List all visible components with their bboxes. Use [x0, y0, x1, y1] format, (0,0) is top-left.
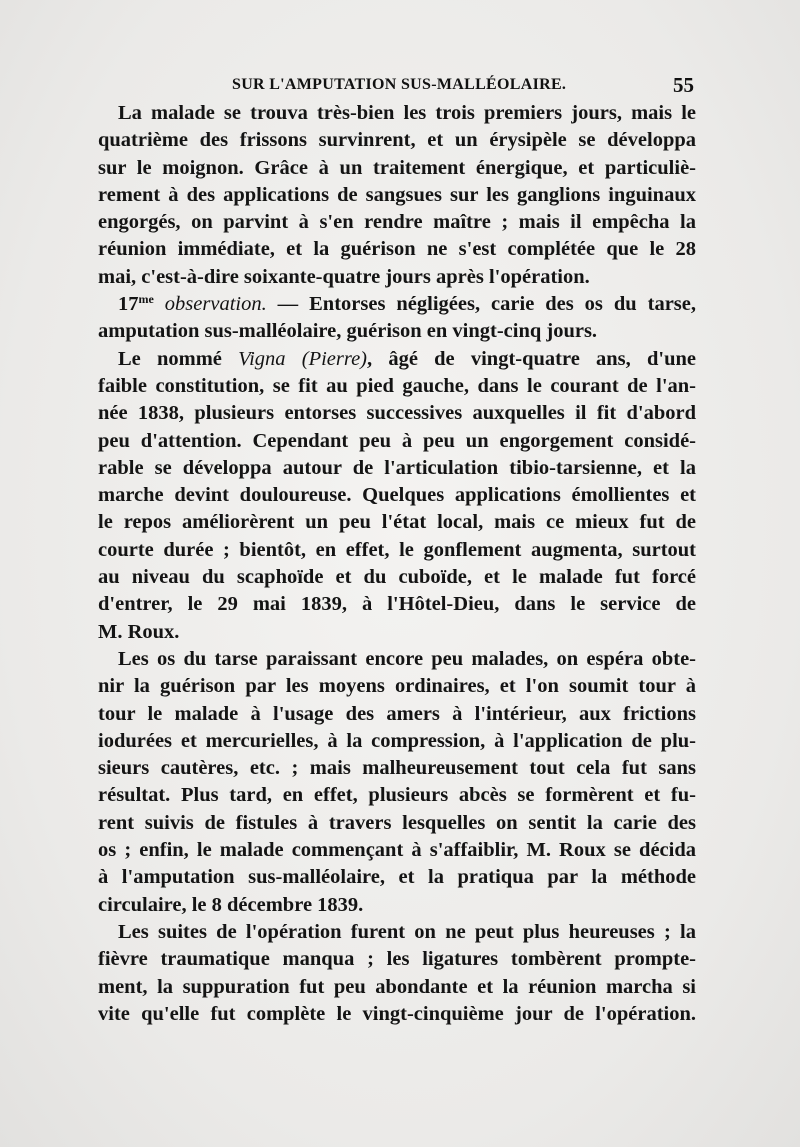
- text-line: [98, 291, 696, 318]
- text-segment: marche devint douloureuse. Quelques applications émollientes et: [98, 484, 696, 507]
- text-line: [98, 728, 696, 755]
- text-line: [98, 1001, 696, 1028]
- text-line: [98, 782, 696, 809]
- text-segment: M. Roux.: [98, 620, 180, 643]
- text-line: [98, 974, 696, 1001]
- text-segment: quatrième des frissons survinrent, et un érysipèle se développa: [98, 129, 696, 152]
- running-title: SUR L'AMPUTATION SUS-MALLÉOLAIRE.: [232, 76, 567, 93]
- text-segment: 17: [118, 293, 139, 316]
- text-segment: rable se développa autour de l'articulation tibio-tarsienne, et la: [98, 456, 696, 479]
- text-line: [98, 236, 696, 263]
- patient-name: Vigna (Pierre): [238, 347, 368, 370]
- text-segment: née 1838, plusieurs entorses successives auxquelles il fit d'abord: [98, 402, 696, 425]
- text-segment: sur le moignon. Grâce à un traitement énergique, et particuliè-: [98, 156, 696, 179]
- text-segment: — Entorses négligées, carie des os du tarse,: [266, 293, 697, 316]
- text-segment: ment, la suppuration fut peu abondante et la réunion marcha si: [98, 975, 696, 998]
- text-segment: tour le malade à l'usage des amers à l'intérieur, aux frictions: [98, 702, 696, 725]
- text-segment: engorgés, on parvint à s'en rendre maître ; mais il empêcha la: [98, 211, 696, 234]
- text-line: [98, 428, 696, 455]
- text-line: [98, 864, 696, 891]
- text-segment: d'entrer, le 29 mai 1839, à l'Hôtel-Dieu, dans le service de: [98, 593, 696, 616]
- text-line: [98, 373, 696, 400]
- text-line: [98, 837, 696, 864]
- text-line: [98, 455, 696, 482]
- text-segment: amputation sus-malléolaire, guérison en vingt-cinq jours.: [98, 320, 598, 343]
- text-line: [98, 591, 696, 618]
- text-segment: rent suivis de fistules à travers lesquelles on sentit la carie des: [98, 811, 696, 834]
- text-line: [98, 182, 696, 209]
- text-segment: rement à des applications de sangsues sur les ganglions inguinaux: [98, 183, 696, 206]
- text-line: [98, 619, 696, 646]
- text-line: [98, 537, 696, 564]
- text-line: [98, 264, 696, 291]
- text-segment: au niveau du scaphoïde et du cuboïde, et le malade fut forcé: [98, 566, 696, 589]
- text-segment: sieurs cautères, etc. ; mais malheureusement tout cela fut sans: [98, 757, 696, 780]
- text-segment: os ; enfin, le malade commençant à s'affaiblir, M. Roux se décida: [98, 839, 696, 862]
- text-segment: mai, c'est-à-dire soixante-quatre jours après l'opération.: [98, 265, 590, 288]
- text-line: [98, 318, 696, 345]
- text-segment: résultat. Plus tard, en effet, plusieurs abcès se formèrent et fu-: [98, 784, 696, 807]
- text-line: [98, 919, 696, 946]
- text-line: [98, 892, 696, 919]
- text-line: [98, 701, 696, 728]
- text-line: [98, 400, 696, 427]
- text-segment: courte durée ; bientôt, en effet, le gonflement augmenta, surtout: [98, 538, 696, 561]
- text-segment: réunion immédiate, et la guérison ne s'est complétée que le 28: [98, 238, 696, 261]
- text-line: [98, 564, 696, 591]
- text-line: [98, 946, 696, 973]
- observation-label: observation.: [164, 293, 267, 316]
- text-line: [98, 810, 696, 837]
- text-segment: le repos améliorèrent un peu l'état local, mais ce mieux fut de: [98, 511, 696, 534]
- text-segment: La malade se trouva très-bien les trois premiers jours, mais le: [118, 102, 696, 124]
- text-segment: peu d'attention. Cependant peu à peu un engorgement considé-: [98, 429, 696, 452]
- text-segment: vite qu'elle fut complète le vingt-cinquième jour de l'opération.: [98, 1002, 696, 1025]
- text-segment: circulaire, le 8 décembre 1839.: [98, 893, 364, 916]
- page-number: 55: [673, 73, 694, 97]
- text-line: [98, 646, 696, 673]
- text-segment: fièvre traumatique manqua ; les ligatures tombèrent prompte-: [98, 948, 696, 971]
- text-segment: Les os du tarse paraissant encore peu malades, on espéra obte-: [118, 647, 696, 670]
- text-line: [98, 155, 696, 182]
- text-segment: nir la guérison par les moyens ordinaires, et l'on soumit tour à: [98, 675, 696, 698]
- text-segment: [154, 293, 165, 315]
- text-segment: Le nommé: [118, 347, 239, 370]
- body-text: [98, 100, 696, 1028]
- text-segment: iodurées et mercurielles, à la compression, à l'application de plu-: [98, 729, 696, 752]
- text-segment: Les suites de l'opération furent on ne peut plus heureuses ; la: [118, 920, 696, 943]
- text-segment: , âgé de vingt-quatre ans, d'une: [367, 347, 696, 370]
- text-line: [98, 127, 696, 154]
- text-line: [98, 509, 696, 536]
- text-line: [98, 755, 696, 782]
- text-line: [98, 482, 696, 509]
- text-segment: à l'amputation sus-malléolaire, et la pratiqua par la méthode: [98, 866, 696, 889]
- text-line: [98, 673, 696, 700]
- page-header: [100, 73, 700, 100]
- text-line: [98, 209, 696, 236]
- ordinal-suffix: me: [138, 292, 154, 307]
- text-segment: faible constitution, se fit au pied gauche, dans le courant de l'an-: [98, 374, 696, 397]
- text-line: [98, 100, 696, 127]
- text-line: [98, 346, 696, 373]
